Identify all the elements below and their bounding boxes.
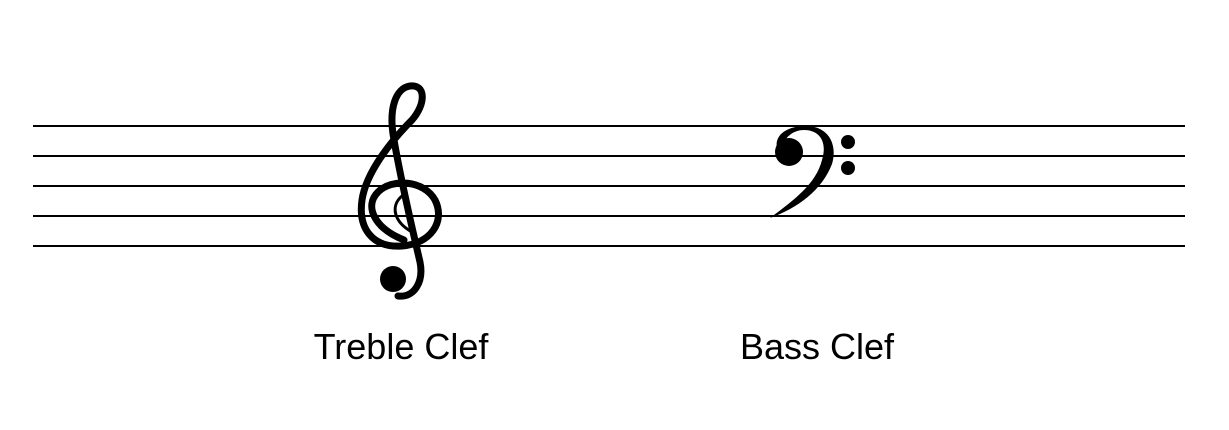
treble-clef-spiral xyxy=(361,86,438,296)
bass-clef-label: Bass Clef xyxy=(739,326,895,367)
treble-clef-label: Treble Clef xyxy=(313,326,489,367)
treble-clef-icon xyxy=(361,86,438,296)
staff-lines xyxy=(33,126,1185,246)
bass-clef-dot-upper xyxy=(841,135,855,149)
bass-clef-curve xyxy=(770,126,834,218)
bass-clef-head xyxy=(775,138,803,166)
bass-clef-dot-lower xyxy=(841,161,855,175)
bass-clef-icon xyxy=(770,126,855,218)
treble-clef-ball xyxy=(380,266,406,292)
